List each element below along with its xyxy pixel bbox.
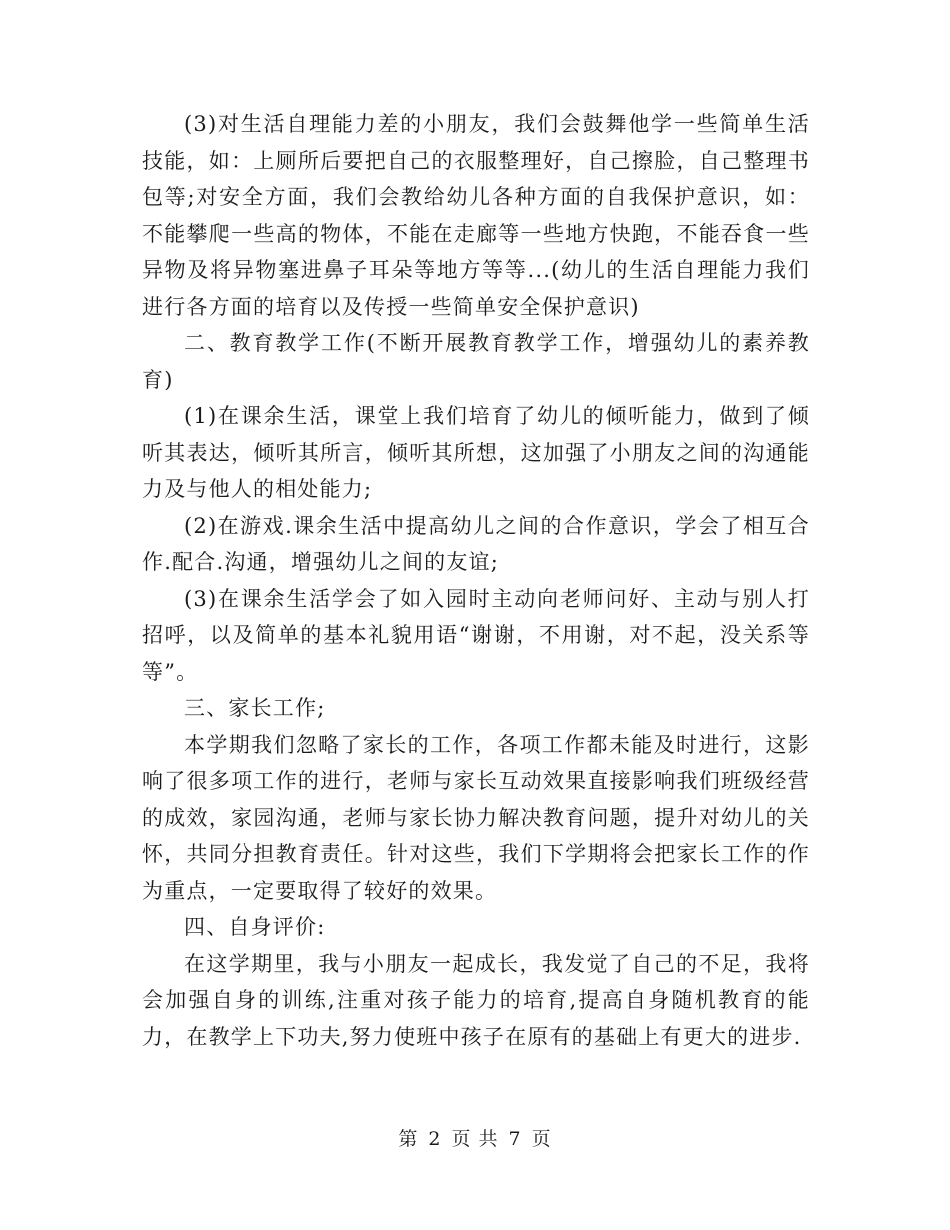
heading-parent-work: 三、家长工作; bbox=[184, 696, 326, 720]
paragraph-self-evaluation: 在这学期里，我与小朋友一起成长，我发觉了自己的不足，我将会加强自身的训练,注重对孩子能力的培育,提高自身随机教育的能力，在教学上下功夫,努力使班中孩子在原有的基础上有更大的进步. bbox=[142, 951, 810, 1049]
paragraph-parent-work: 本学期我们忽略了家长的工作，各项工作都未能及时进行，这影响了很多项工作的进行，老师与家长互动效果直接影响我们班级经营的成效，家园沟通，老师与家长协力解决教育问题，提升对幼儿的关怀，共同分担教育责任。针对这些，我们下学期将会把家长工作的作为重点，一定要取得了较好的效果。 bbox=[142, 732, 810, 903]
footer-suffix: 页 bbox=[531, 1128, 552, 1150]
heading-self-evaluation: 四、自身评价: bbox=[184, 915, 326, 939]
footer-current-page: 2 bbox=[428, 1128, 442, 1150]
paragraph-listening: (1)在课余生活，课堂上我们培育了幼儿的倾听能力，做到了倾听其表达，倾听其所言，倾听其所想，这加强了小朋友之间的沟通能力及与他人的相处能力; bbox=[142, 404, 810, 501]
paragraph-manners: (3)在课余生活学会了如入园时主动向老师问好、主动与别人打招呼，以及简单的基本礼貌用语“谢谢，不用谢，对不起，没关系等等”。 bbox=[142, 586, 810, 684]
paragraph-self-care: (3)对生活自理能力差的小朋友，我们会鼓舞他学一些简单生活技能，如：上厕所后要把自己的衣服整理好，自己擦脸，自己整理书包等;对安全方面，我们会教给幼儿各种方面的自我保护意识，如：不能攀爬一些高的物体，不能在走廊等一些地方快跑，不能吞食一些异物及将异物塞进鼻子耳朵等地方等等...(幼儿的生活自理能力我们进行各方面的培育以及传授一些简单安全保护意识) bbox=[142, 112, 810, 319]
footer-middle: 页 共 bbox=[451, 1128, 499, 1150]
heading-education-teaching: 二、教育教学工作(不断开展教育教学工作，增强幼儿的素养教育) bbox=[142, 331, 810, 392]
document-body bbox=[142, 106, 810, 1055]
footer-total-pages: 7 bbox=[508, 1128, 522, 1150]
paragraph-cooperation: (2)在游戏.课余生活中提高幼儿之间的合作意识，学会了相互合作.配合.沟通，增强幼儿之间的友谊; bbox=[142, 513, 810, 574]
footer-prefix: 第 bbox=[398, 1128, 419, 1150]
page-footer bbox=[0, 1124, 950, 1151]
